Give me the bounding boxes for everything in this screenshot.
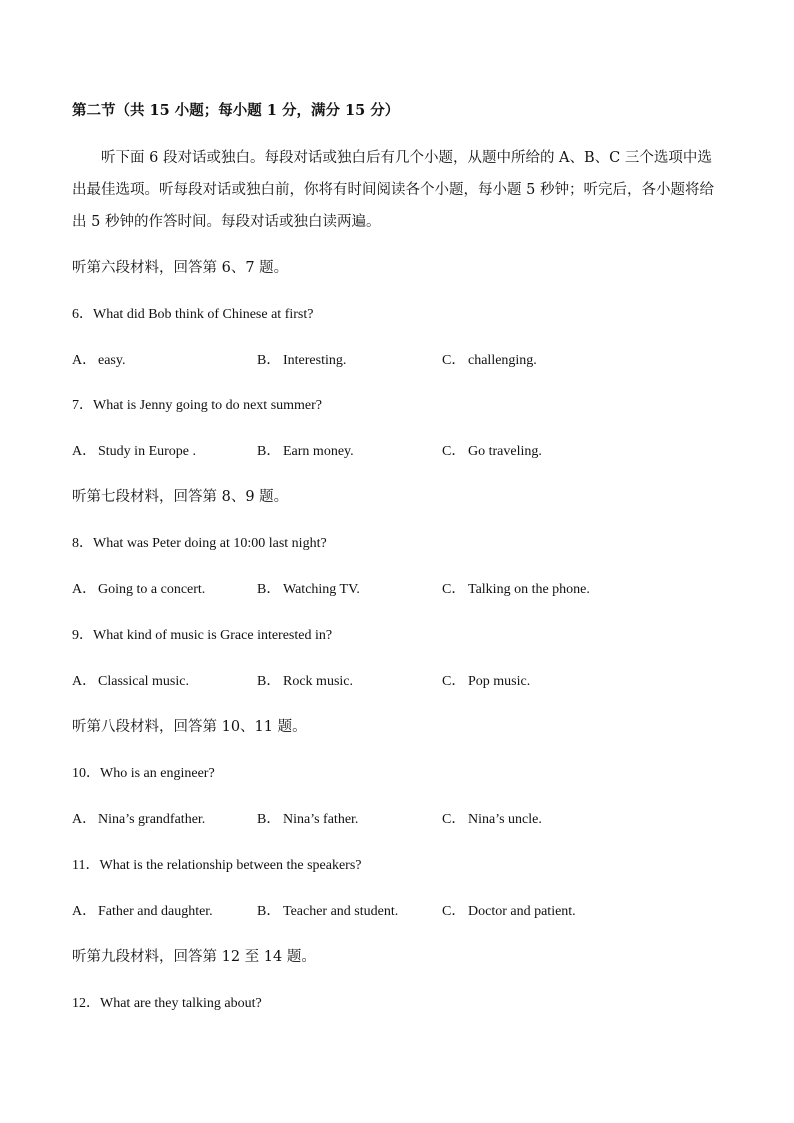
option-b[interactable] (257, 581, 360, 599)
question-number: 9． (72, 628, 93, 643)
option-c[interactable] (442, 811, 542, 829)
option-letter: A． (72, 582, 97, 597)
option-b[interactable] (257, 811, 358, 829)
question-10 (72, 765, 215, 783)
group-label: 听第九段材料，回答第 12 至 14 题。 (72, 949, 316, 965)
option-letter: B． (257, 444, 281, 459)
question-text: What are they talking about? (100, 996, 262, 1011)
option-b[interactable] (257, 673, 353, 691)
option-letter: A． (72, 812, 97, 827)
option-text: Nina’s uncle. (468, 812, 542, 827)
option-a[interactable] (72, 352, 125, 370)
option-text: Doctor and patient. (468, 904, 576, 919)
option-text: Interesting. (283, 353, 347, 368)
option-letter: B． (257, 353, 281, 368)
question-number: 12． (72, 996, 100, 1011)
option-text: Going to a concert. (98, 582, 206, 597)
question-number: 8． (72, 536, 93, 551)
option-text: Nina’s father. (283, 812, 359, 827)
option-a[interactable] (72, 581, 205, 599)
option-text: Watching TV. (283, 582, 360, 597)
option-c[interactable] (442, 581, 590, 599)
option-letter: C． (442, 904, 466, 919)
question-9 (72, 627, 332, 645)
option-letter: C． (442, 674, 466, 689)
question-number: 7． (72, 398, 93, 413)
option-letter: A． (72, 353, 97, 368)
question-text: Who is an engineer? (100, 766, 215, 781)
question-text: What kind of music is Grace interested in? (93, 628, 333, 643)
option-letter: A． (72, 444, 97, 459)
question-number: 6． (72, 307, 93, 322)
group-label: 听第八段材料，回答第 10、11 题。 (72, 719, 307, 735)
option-letter: C． (442, 353, 466, 368)
option-a[interactable] (72, 903, 213, 921)
option-c[interactable] (442, 903, 576, 921)
option-a[interactable] (72, 673, 189, 691)
question-6 (72, 306, 313, 324)
option-text: challenging. (468, 353, 537, 368)
question-11 (72, 857, 362, 875)
question-text: What was Peter doing at 10:00 last night? (93, 536, 327, 551)
option-letter: B． (257, 904, 281, 919)
option-letter: A． (72, 904, 97, 919)
option-text: Rock music. (283, 674, 353, 689)
option-text: Nina’s grandfather. (98, 812, 206, 827)
question-text: What is the relationship between the speakers? (99, 858, 362, 873)
option-b[interactable] (257, 443, 354, 461)
option-b[interactable] (257, 903, 398, 921)
option-text: Father and daughter. (98, 904, 213, 919)
option-c[interactable] (442, 352, 537, 370)
option-b[interactable] (257, 352, 346, 370)
group-label: 听第六段材料，回答第 6、7 题。 (72, 260, 289, 276)
question-text: What did Bob think of Chinese at first? (93, 307, 314, 322)
question-number: 10． (72, 766, 100, 781)
option-a[interactable] (72, 811, 205, 829)
option-letter: B． (257, 582, 281, 597)
instructions-paragraph: 听下面 6 段对话或独白。每段对话或独白后有几个小题，从题中所给的 A、B、C 三个选项中选出最佳选项。听每段对话或独白前，你将有时间阅读各个小题，每小题 5 秒钟；听完后，各小题将给出 5 秒钟的作答时间。每段对话或独白读两遍。 (72, 150, 714, 230)
option-text: Talking on the phone. (468, 582, 590, 597)
option-text: Teacher and student. (283, 904, 399, 919)
question-7 (72, 397, 322, 415)
section-heading: 第二节（共 15 小题；每小题 1 分，满分 15 分） (72, 102, 400, 119)
option-c[interactable] (442, 443, 542, 461)
option-letter: C． (442, 812, 466, 827)
option-text: Earn money. (283, 444, 354, 459)
option-text: Go traveling. (468, 444, 542, 459)
option-text: Pop music. (468, 674, 531, 689)
option-letter: B． (257, 674, 281, 689)
question-number: 11． (72, 858, 100, 873)
option-a[interactable] (72, 443, 196, 461)
question-12 (72, 995, 262, 1013)
option-letter: C． (442, 582, 466, 597)
option-text: Classical music. (98, 674, 189, 689)
option-c[interactable] (442, 673, 530, 691)
question-8 (72, 535, 327, 553)
option-text: easy. (98, 353, 126, 368)
option-text: Study in Europe . (98, 444, 196, 459)
question-text: What is Jenny going to do next summer? (93, 398, 323, 413)
option-letter: C． (442, 444, 466, 459)
option-letter: B． (257, 812, 281, 827)
group-label: 听第七段材料，回答第 8、9 题。 (72, 489, 289, 505)
option-letter: A． (72, 674, 97, 689)
